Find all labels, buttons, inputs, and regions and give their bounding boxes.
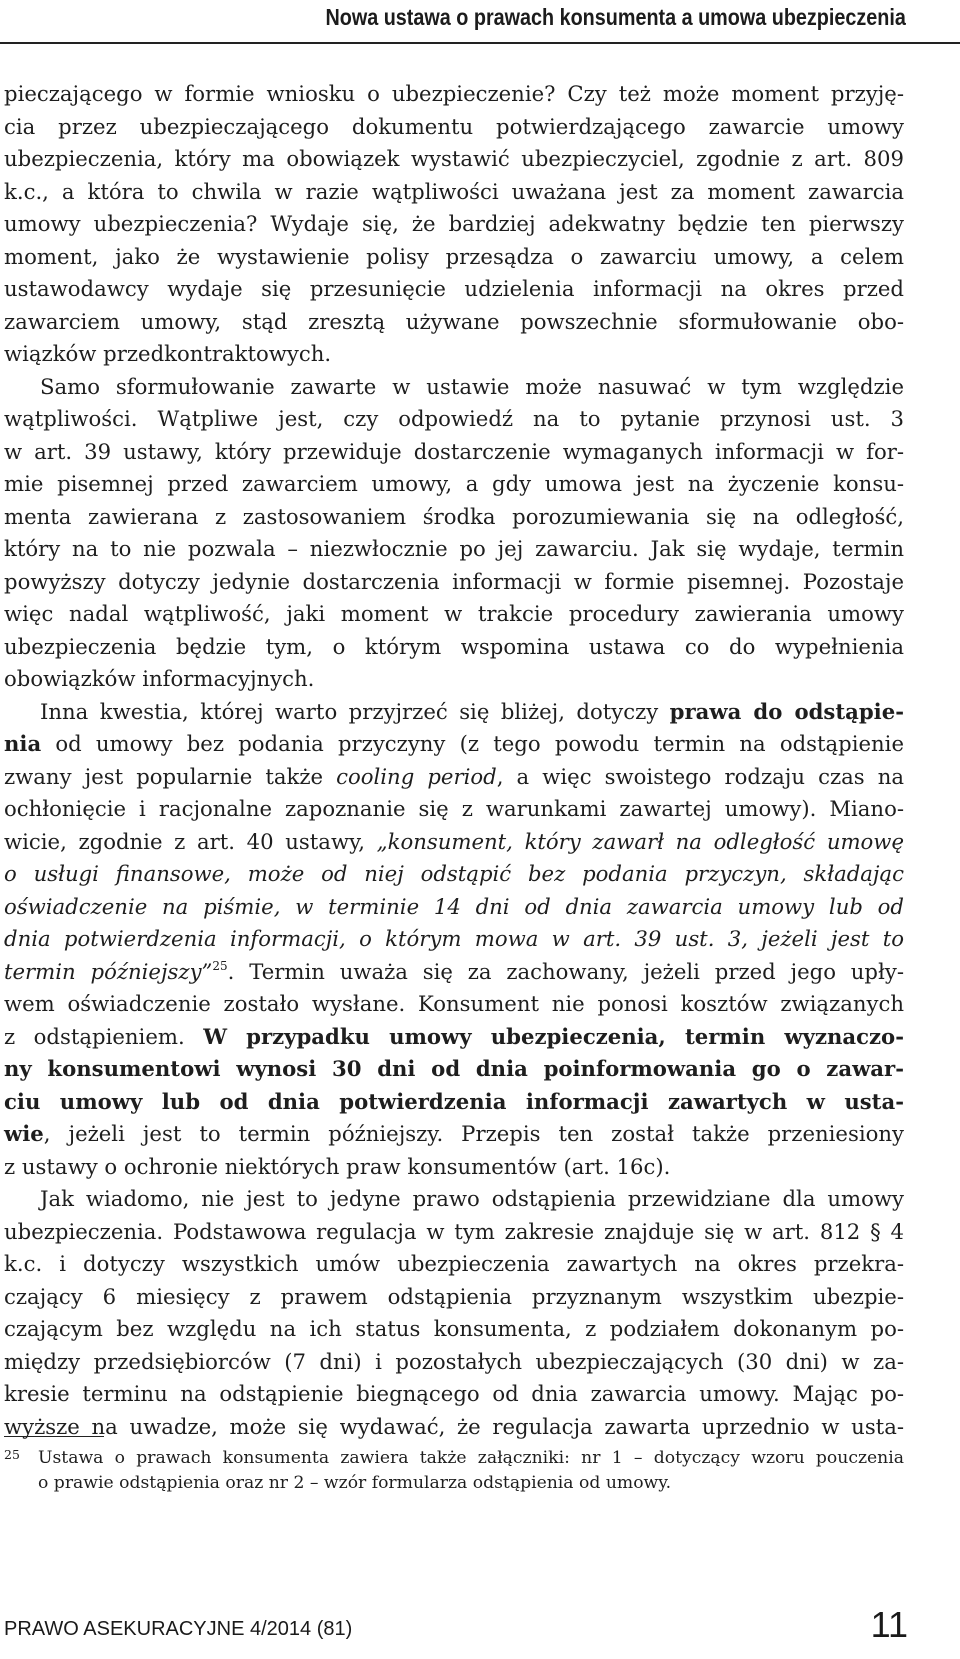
footnote-line: o prawie odstąpienia oraz nr 2 – wzór formularza odstąpienia od umowy. [38,1473,672,1493]
text-line [4,598,904,631]
text-run: obowiązków informacyjnych. [4,666,315,691]
text-line [4,436,904,469]
journal-title: PRAWO ASEKURACYJNE 4/2014 (81) [4,1618,353,1640]
article-body [4,78,904,1443]
text-run: czającym bez względu na ich status konsumenta, z podziałem dokonanym po- [4,1316,904,1341]
text-run: zwany jest popularnie także [4,763,337,789]
text-run: więc nadal wątpliwość, jaki moment w trakcie procedury zawierania umowy [4,601,904,626]
text-run: który na to nie pozwala – niezwłocznie po jej zawarciu. Jak się wydaje, termin [4,536,904,561]
text-run: kresie terminu na odstąpienie biegnącego od dnia zawarcia umowy. Mając po- [4,1381,904,1406]
text-run: , a więc swoistego rodzaju czas na [496,763,904,789]
text-line [4,1313,904,1346]
text-line [4,1346,904,1379]
text-run: ochłonięcie i racjonalne zapoznanie się z warunkami zawartej umowy). Miano- [4,796,904,821]
text-line [4,793,904,826]
text-run: ubezpieczenia będzie tym, o którym wspomina ustawa co do wypełnienia [4,633,904,659]
text-run: umowy ubezpieczenia? Wydaje się, że bardziej adekwatny będzie ten pierwszy [4,211,904,236]
text-line [4,566,904,599]
text-line [4,956,904,989]
italic-text: termin późniejszy” [4,958,213,984]
bold-text: wie [4,1121,44,1146]
text-line [4,891,904,924]
text-line [4,78,904,111]
text-line [4,1378,904,1411]
bold-text: prawa do odstąpie- [669,698,904,724]
text-line [4,501,904,534]
text-line [4,306,904,339]
footnote-line: Ustawa o prawach konsumenta zawiera także załączniki: nr 1 – dotyczący wzoru pouczenia [38,1448,904,1468]
italic-text: „konsument, który zawarł na odległość umowę [376,828,904,854]
text-line [4,176,904,209]
italic-text: dnia potwierdzenia informacji, o którym mowa w art. 39 ust. 3, jeżeli jest to [4,926,904,951]
text-run: powyższy dotyczy jedynie dostarczenia informacji w formie pisemnej. Pozostaje [4,568,904,594]
text-run: moment, jako że wystawienie polisy przesądza o zawarciu umowy, a celem [4,243,904,269]
footnote-reference: 25 [212,958,228,973]
running-title: Nowa ustawa o prawach konsumenta a umowa ubezpieczenia [325,4,906,30]
text-run: z odstąpieniem. [4,1023,204,1049]
text-run: między przedsiębiorców (7 dni) i pozostałych ubezpieczających (30 dni) w za- [4,1348,904,1374]
header-rule [0,42,960,44]
text-run: wiązków przedkontraktowych. [4,341,332,366]
text-line [4,1183,904,1216]
text-line [4,761,904,794]
text-line [4,1021,904,1054]
footnote-number: 25 [4,1447,20,1462]
text-run: wyższe na uwadze, może się wydawać, że regulacja zawarta uprzednio w usta- [4,1413,904,1439]
footnote [4,1446,904,1496]
text-run: ustawodawcy wydaje się przesunięcie udzielenia informacji na okres przed [4,276,904,301]
text-run: od umowy bez podania przyczyny (z tego powodu termin na odstąpienie [41,731,904,756]
text-line [4,826,904,859]
footnote-rule [4,1436,104,1437]
text-line [4,1086,904,1119]
text-line [4,1248,904,1281]
text-line [4,1151,904,1184]
text-run: , jeżeli jest to termin późniejszy. Przepis ten został także przeniesiony [43,1121,904,1146]
bold-text: ny konsumentowi wynosi 30 dni od dnia poinformowania go o zawar- [4,1056,904,1081]
text-line [4,273,904,306]
text-line [4,923,904,956]
text-run: czający 6 miesięcy z prawem odstąpienia przyznanym wszystkim ubezpie- [4,1283,904,1309]
text-run: ubezpieczenia. Podstawowa regulacja w tym zakresie znajduje się w art. 812 § 4 [4,1218,904,1244]
text-line [4,241,904,274]
text-run: wicie, zgodnie z art. 40 ustawy, [4,828,377,854]
text-line [4,858,904,891]
text-line [4,728,904,761]
text-run: ubezpieczenia, który ma obowiązek wystawić ubezpieczyciel, zgodnie z art. 809 [4,146,904,171]
text-line [4,1411,904,1444]
text-run: cia przez ubezpieczającego dokumentu potwierdzającego zawarcie umowy [4,113,904,139]
text-line [4,663,904,696]
text-line [4,631,904,664]
text-line [4,533,904,566]
text-line [4,696,904,729]
text-line [4,208,904,241]
text-run: . Termin uważa się za zachowany, jeżeli przed jego upły- [227,958,904,984]
text-run: Inna kwestia, której warto przyjrzeć się bliżej, dotyczy [40,698,670,724]
text-run: zawarciem umowy, stąd zresztą używane powszechnie sformułowanie obo- [4,308,904,334]
text-run: menta zawierana z zastosowaniem środka porozumiewania się na odległość, [4,503,904,529]
text-run: Jak wiadomo, nie jest to jedyne prawo odstąpienia przewidziane dla umowy [40,1186,904,1211]
italic-text: cooling period [336,763,497,789]
text-run: k.c. i dotyczy wszystkich umów ubezpieczenia zawartych na okres przekra- [4,1251,904,1276]
italic-text: o usługi finansowe, może od niej odstąpić bez podania przyczyn, składając [4,861,904,886]
bold-text: W przypadku umowy ubezpieczenia, termin wyznaczo- [203,1023,904,1049]
text-line [4,468,904,501]
text-line [4,371,904,404]
text-line [4,1118,904,1151]
text-run: k.c., a która to chwila w razie wątpliwości uważana jest za moment zawarcia [4,178,904,204]
running-header [0,0,960,44]
text-line [4,1281,904,1314]
italic-text: oświadczenie na piśmie, w terminie 14 dni od dnia zawarcia umowy lub od [4,893,904,919]
page-number: 11 [870,1604,908,1645]
text-line [4,338,904,371]
text-run: z ustawy o ochronie niektórych praw konsumentów (art. 16c). [4,1153,671,1179]
text-run: Samo sformułowanie zawarte w ustawie może nasuwać w tym względzie [40,373,904,399]
text-run: mie pisemnej przed zawarciem umowy, a gdy umowa jest na życzenie konsu- [4,471,904,496]
text-line [4,1216,904,1249]
text-line [4,111,904,144]
text-line [4,988,904,1021]
text-run: wątpliwości. Wątpliwe jest, czy odpowiedź na to pytanie przynosi ust. 3 [4,406,904,431]
text-run: pieczającego w formie wniosku o ubezpieczenie? Czy też może moment przyję- [4,81,904,106]
text-line [4,1053,904,1086]
bold-text: nia [4,731,42,756]
text-run: wem oświadczenie zostało wysłane. Konsument nie ponosi kosztów związanych [4,991,904,1016]
text-run: w art. 39 ustawy, który przewiduje dostarczenie wymaganych informacji w for- [4,438,904,464]
text-line [4,403,904,436]
text-line [4,143,904,176]
bold-text: ciu umowy lub od dnia potwierdzenia informacji zawartych w usta- [4,1088,904,1114]
